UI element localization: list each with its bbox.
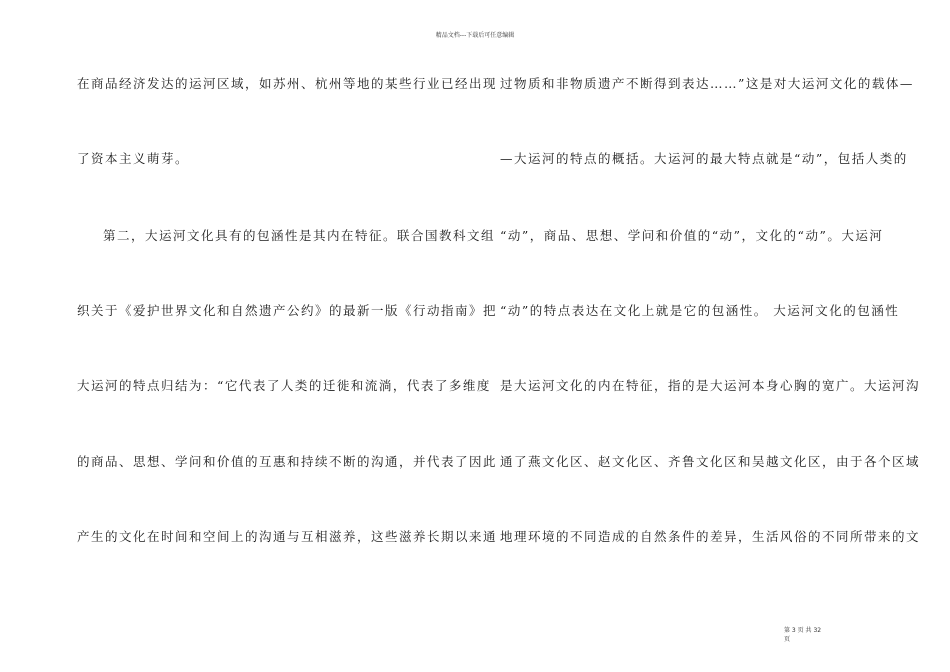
- text-line: 通了燕文化区、赵文化区、齐鲁文化区和吴越文化区，由于各个区域: [500, 454, 921, 469]
- text-line: 地理环境的不同造成的自然条件的差异，生活风俗的不同所带来的文: [500, 529, 921, 544]
- text-line: 在商品经济发达的运河区域，如苏州、杭州等地的某些行业已经出现: [77, 76, 498, 91]
- page-number: [784, 626, 824, 644]
- page-number-line: 页: [784, 636, 791, 643]
- text-line: “动”的特点表达在文化上就是它的包涵性。 大运河文化的包涵性: [500, 303, 900, 318]
- text-line: 的商品、思想、学问和价值的互惠和持续不断的沟通，并代表了因此: [77, 454, 498, 469]
- page-number-line: 第 3 页 共 32: [784, 627, 822, 634]
- text-line: 过物质和非物质遗产不断得到表达……”这是对大运河文化的载体—: [500, 76, 914, 91]
- text-line: 织关于《爱护世界文化和自然遗产公约》的最新一版《行动指南》把: [77, 303, 498, 318]
- text-line: 是大运河文化的内在特征，指的是大运河本身心胸的宽广。大运河沟: [500, 378, 921, 393]
- page-header: 精品文档---下载后可任意编辑: [435, 32, 515, 39]
- text-line: 大运河的特点归结为：“它代表了人类的迁徙和流淌，代表了多维度: [77, 378, 491, 393]
- text-line: —大运河的特点的概括。大运河的最大特点就是“动”，包括人类的: [500, 151, 908, 166]
- text-line: 产生的文化在时间和空间上的沟通与互相滋养，这些滋养长期以来通: [77, 529, 498, 544]
- paragraph-start-line: 第二，大运河文化具有的包涵性是其内在特征。联合国教科文组: [103, 228, 496, 243]
- text-line: “动”，商品、思想、学问和价值的“动”，文化的“动”。大运河: [500, 228, 884, 243]
- text-line: 了资本主义萌芽。: [77, 151, 190, 166]
